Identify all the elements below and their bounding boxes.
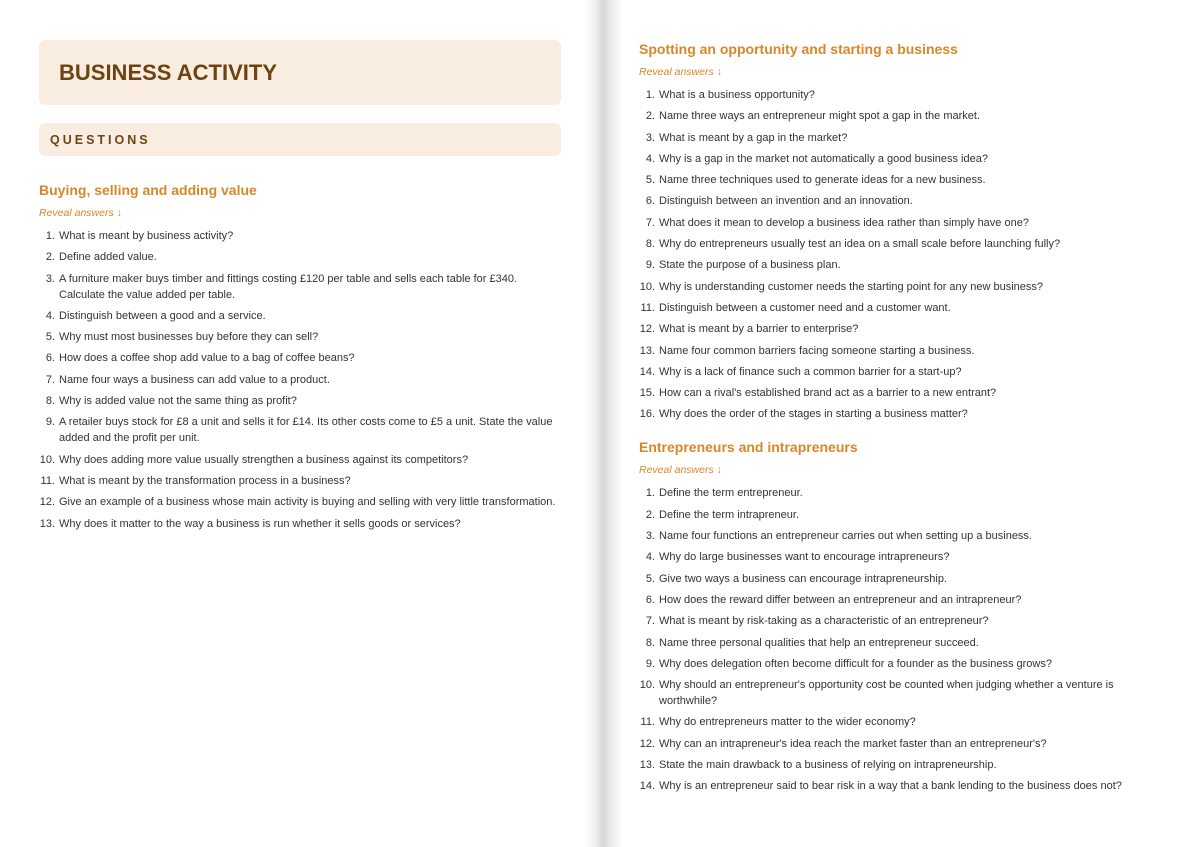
question-number: 3. <box>645 131 655 144</box>
question-text: Why does it matter to the way a business is run whether it sells goods or services? <box>59 517 461 530</box>
question-number: 2. <box>45 251 55 264</box>
question-item <box>639 279 1159 295</box>
question-item <box>639 635 1159 651</box>
question-number: 11. <box>40 474 55 487</box>
question-item <box>39 329 561 345</box>
question-item <box>639 172 1159 188</box>
question-item <box>639 385 1159 401</box>
section-spotting-opportunity <box>639 41 1159 422</box>
question-item <box>639 485 1159 501</box>
question-item <box>639 236 1159 252</box>
question-text: How does the reward differ between an entrepreneur and an intrapreneur? <box>659 593 1022 606</box>
question-number: 1. <box>45 230 55 242</box>
question-number: 14. <box>639 780 655 793</box>
question-text: Give two ways a business can encourage intrapreneurship. <box>659 572 947 585</box>
question-number: 6. <box>45 352 55 365</box>
question-item <box>39 308 561 324</box>
question-number: 11. <box>640 301 655 314</box>
question-text: Distinguish between a customer need and a customer want. <box>659 301 951 314</box>
question-number: 16. <box>639 408 655 421</box>
question-number: 12. <box>39 496 55 509</box>
question-item <box>639 736 1159 752</box>
question-text: Why is a lack of finance such a common barrier for a start-up? <box>659 365 962 378</box>
question-item <box>39 372 561 388</box>
question-item <box>39 249 561 265</box>
question-text: Why do entrepreneurs matter to the wider economy? <box>659 716 916 729</box>
question-item <box>639 677 1159 709</box>
question-text: Name three ways an entrepreneur might spot a gap in the market. <box>659 110 981 123</box>
question-text: Why can an intrapreneur's idea reach the market faster than an entrepreneur's? <box>659 737 1047 750</box>
question-number: 1. <box>645 89 655 101</box>
question-item <box>639 613 1159 629</box>
question-item <box>39 393 561 409</box>
question-list <box>639 485 1159 794</box>
question-text: Why is a gap in the market not automatically a good business idea? <box>659 152 988 165</box>
question-item <box>39 350 561 366</box>
question-text: Why does delegation often become difficult for a founder as the business grows? <box>659 657 1052 670</box>
question-text: How can a rival's established brand act as a barrier to a new entrant? <box>659 387 997 400</box>
question-number: 13. <box>639 344 655 357</box>
question-text: How does a coffee shop add value to a bag of coffee beans? <box>59 352 355 365</box>
question-text: Define the term entrepreneur. <box>659 487 803 500</box>
question-number: 7. <box>45 373 55 386</box>
question-number: 13. <box>639 759 655 772</box>
question-item <box>639 130 1159 146</box>
question-number: 9. <box>45 416 55 429</box>
question-item <box>639 549 1159 565</box>
question-text: What is meant by business activity? <box>59 230 234 242</box>
question-number: 2. <box>645 110 655 123</box>
question-item <box>639 592 1159 608</box>
question-number: 5. <box>645 174 655 187</box>
right-page <box>639 0 1159 800</box>
question-number: 9. <box>645 259 655 272</box>
question-text: Name four ways a business can add value to a product. <box>59 373 330 386</box>
questions-label: QUESTIONS <box>50 132 151 147</box>
question-item <box>639 757 1159 773</box>
question-number: 10. <box>639 280 655 293</box>
question-item <box>639 108 1159 124</box>
reveal-answers-link[interactable]: Reveal answers ↓ <box>639 66 722 78</box>
question-number: 5. <box>645 572 655 585</box>
question-item <box>639 87 1159 103</box>
question-number: 7. <box>645 216 655 229</box>
question-number: 4. <box>645 551 655 564</box>
question-item <box>639 321 1159 337</box>
section-entrepreneurs <box>639 439 1159 794</box>
question-item <box>639 300 1159 316</box>
section-heading: Buying, selling and adding value <box>39 182 257 198</box>
question-text: State the purpose of a business plan. <box>659 259 841 272</box>
question-number: 7. <box>645 615 655 628</box>
question-text: Define the term intrapreneur. <box>659 508 800 521</box>
question-item <box>39 228 561 244</box>
question-text: What is meant by risk-taking as a characteristic of an entrepreneur? <box>659 615 989 628</box>
question-text: Distinguish between a good and a service. <box>59 309 266 322</box>
question-text: Why is understanding customer needs the starting point for any new business? <box>659 280 1043 293</box>
page-gutter <box>583 0 623 847</box>
question-text: Why do entrepreneurs usually test an idea on a small scale before launching fully? <box>659 238 1061 251</box>
reveal-answers-link[interactable]: Reveal answers ↓ <box>39 207 122 219</box>
question-text: Name four functions an entrepreneur carries out when setting up a business. <box>659 530 1032 543</box>
question-item <box>39 271 561 303</box>
question-text: Name three techniques used to generate ideas for a new business. <box>659 174 986 187</box>
question-text: Why is added value not the same thing as profit? <box>59 395 297 408</box>
left-page <box>39 0 561 537</box>
question-item <box>639 364 1159 380</box>
question-item <box>639 343 1159 359</box>
question-text: Why does adding more value usually strengthen a business against its competitors? <box>59 453 469 466</box>
question-text: What is meant by a gap in the market? <box>659 131 848 144</box>
question-number: 10. <box>639 679 655 692</box>
question-text: Define added value. <box>59 251 157 264</box>
question-number: 6. <box>645 195 655 208</box>
question-number: 5. <box>45 331 55 344</box>
section-buying-selling <box>39 182 561 532</box>
question-item <box>39 414 561 446</box>
question-item <box>639 193 1159 209</box>
question-item <box>639 656 1159 672</box>
question-text: Name four common barriers facing someone starting a business. <box>659 344 975 357</box>
question-text: A furniture maker buys timber and fittings costing £120 per table and sells each table for £340. Calculate the value added per table. <box>59 272 517 301</box>
question-text: State the main drawback to a business of relying on intrapreneurship. <box>659 759 997 772</box>
question-item <box>639 215 1159 231</box>
question-item <box>639 507 1159 523</box>
title-banner <box>39 40 561 105</box>
question-text: What is meant by the transformation process in a business? <box>59 474 351 487</box>
question-number: 12. <box>639 323 655 336</box>
page-title: BUSINESS ACTIVITY <box>59 59 277 85</box>
question-text: Distinguish between an invention and an innovation. <box>659 195 913 208</box>
question-number: 15. <box>639 387 655 400</box>
question-number: 8. <box>45 395 55 408</box>
question-text: Give an example of a business whose main activity is buying and selling with very little transformation. <box>59 496 556 509</box>
question-text: What is a business opportunity? <box>659 89 815 101</box>
question-text: Why is an entrepreneur said to bear risk in a way that a bank lending to the business does not? <box>659 780 1122 793</box>
question-item <box>39 452 561 468</box>
question-item <box>39 494 561 510</box>
question-list <box>39 228 561 532</box>
question-text: Why must most businesses buy before they can sell? <box>59 331 319 344</box>
section-heading: Spotting an opportunity and starting a business <box>639 41 958 57</box>
question-number: 1. <box>645 487 655 500</box>
question-number: 6. <box>645 593 655 606</box>
question-item <box>639 528 1159 544</box>
question-number: 3. <box>645 530 655 543</box>
question-number: 2. <box>645 508 655 521</box>
section-heading: Entrepreneurs and intrapreneurs <box>639 439 858 456</box>
question-item <box>39 516 561 532</box>
question-text: Why do large businesses want to encourage intrapreneurs? <box>659 551 950 564</box>
question-item <box>639 571 1159 587</box>
question-list <box>639 87 1159 422</box>
question-number: 8. <box>645 238 655 251</box>
question-text: Why does the order of the stages in starting a business matter? <box>659 408 968 421</box>
reveal-answers-link[interactable]: Reveal answers ↓ <box>639 464 722 477</box>
question-item <box>639 406 1159 422</box>
question-text: Why should an entrepreneur's opportunity cost be counted when judging whether a venture is worthwhile? <box>659 679 1114 708</box>
question-number: 8. <box>645 636 655 649</box>
questions-banner <box>39 123 561 156</box>
question-text: What is meant by a barrier to enterprise? <box>659 323 859 336</box>
question-item <box>39 473 561 489</box>
question-number: 13. <box>39 517 55 530</box>
question-number: 4. <box>645 152 655 165</box>
question-number: 3. <box>45 272 55 285</box>
question-text: What does it mean to develop a business idea rather than simply have one? <box>659 216 1029 229</box>
question-number: 4. <box>45 309 55 322</box>
question-item <box>639 151 1159 167</box>
question-number: 9. <box>645 657 655 670</box>
question-number: 14. <box>639 365 655 378</box>
question-number: 12. <box>639 737 655 750</box>
question-item <box>639 257 1159 273</box>
question-number: 11. <box>640 716 655 729</box>
question-item <box>639 714 1159 730</box>
question-text: Name three personal qualities that help an entrepreneur succeed. <box>659 636 979 649</box>
question-text: A retailer buys stock for £8 a unit and sells it for £14. Its other costs come to £5 a unit. State the value added and the profit per unit. <box>59 416 553 445</box>
question-item <box>639 778 1159 794</box>
question-number: 10. <box>39 453 55 466</box>
